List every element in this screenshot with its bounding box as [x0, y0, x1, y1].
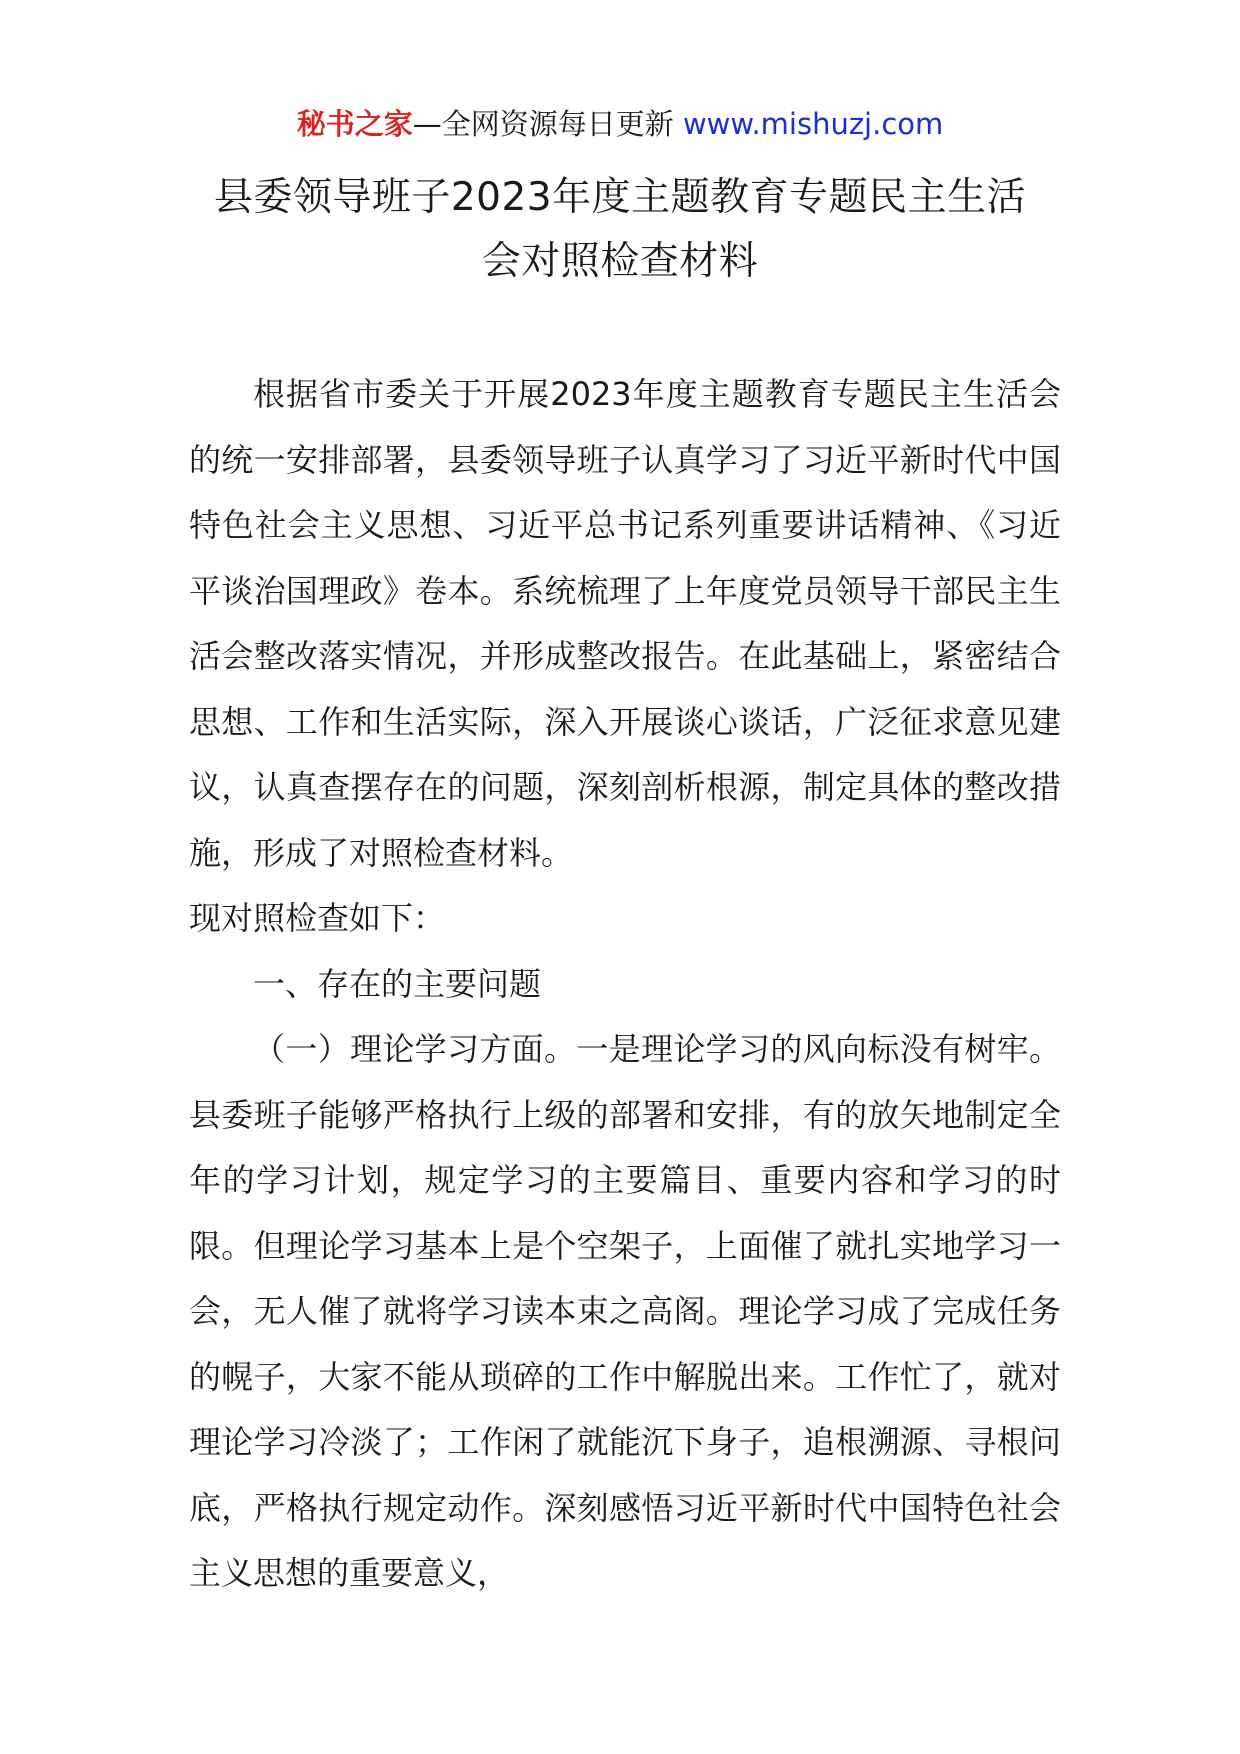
section-paragraph: （一）理论学习方面。一是理论学习的风向标没有树牢。县委班子能够严格执行上级的部署和安排，有的放矢地制定全年的学习计划，规定学习的主要篇目、重要内容和学习的时限。但理论学习基本上是个空架子，上面催了就扎实地学习一会，无人催了就将学习读本束之高阁。理论学习成了完成任务的幌子，大家不能从琐碎的工作中解脱出来。工作忙了，就对理论学习冷淡了；工作闲了就能沉下身子，追根溯源、寻根问底，严格执行规定动作。深刻感悟习近平新时代中国特色社会主义思想的重要意义， [189, 1030, 1061, 1592]
document-body [189, 362, 1061, 1607]
brand-name: 秘书之家 [296, 107, 413, 141]
header-tagline: —全网资源每日更新 [412, 107, 674, 141]
title-line-2: 会对照检查材料 [481, 239, 759, 284]
document-title [120, 166, 1120, 294]
intro-paragraph: 根据省市委关于开展2023年度主题教育专题民主生活会的统一安排部署，县委领导班子认真学习了习近平新时代中国特色社会主义思想、习近平总书记系列重要讲话精神、《习近平谈治国理政》卷本。系统梳理了上年度党员领导干部民主生活会整改落实情况，并形成整改报告。在此基础上，紧密结合思想、工作和生活实际，深入开展谈心谈话，广泛征求意见建议，认真查摆存在的问题，深刻剖析根源，制定具体的整改措施，形成了对照检查材料。 [189, 375, 1061, 872]
site-header [0, 104, 1240, 144]
section-heading: 一、存在的主要问题 [253, 964, 542, 1003]
intro-tail-line: 现对照检查如下： [189, 899, 446, 937]
title-line-1: 县委领导班子2023年度主题教育专题民主生活 [213, 175, 1027, 220]
site-url-link[interactable]: www.mishuzj.com [682, 107, 944, 141]
